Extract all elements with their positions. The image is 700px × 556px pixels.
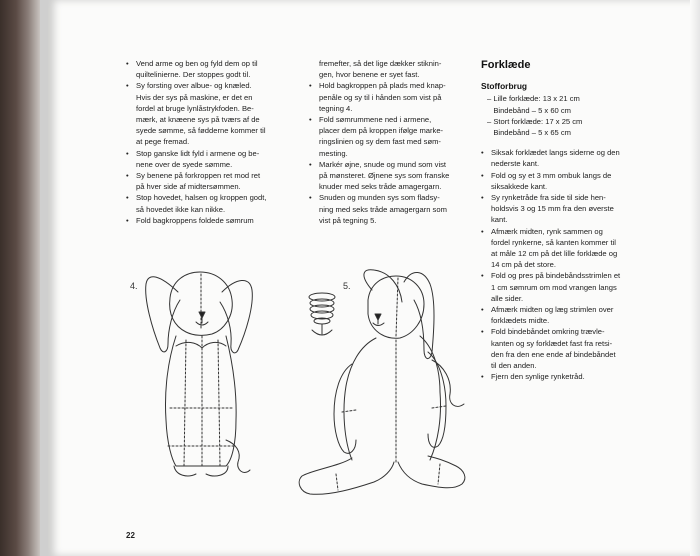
apron-instruction-line: at måle 12 cm på det lille forklæde og <box>491 249 618 259</box>
material-size-line: Bindebånd – 5 x 60 cm <box>487 105 572 115</box>
apron-instruction-line: nederste kant. <box>491 159 540 169</box>
apron-instruction-line: holdsvis 3 og 15 mm fra den øverste <box>491 204 614 214</box>
page-number: 22 <box>126 531 135 540</box>
apron-instruction-line: 14 cm på det store. <box>491 260 557 270</box>
material-size-line: Bindebånd – 5 x 65 cm <box>487 128 572 138</box>
instruction-line: • Sy benene på forkroppen ret mod ret <box>126 170 296 181</box>
instruction-continuation-line: fremefter, så det lige dækker stiknin- <box>319 59 442 68</box>
figure-4-rabbit-illustration <box>146 272 253 476</box>
materials-subheading: Stofforbrug <box>481 81 528 92</box>
instruction-continuation-line: gen, hvor benene er syet fast. <box>319 70 420 80</box>
apron-instruction-line: • Fold og sy et 3 mm ombuk langs de <box>481 170 646 181</box>
apron-instruction-line: alle sider. <box>491 293 524 303</box>
instruction-line: • Hold bagkroppen på plads med knap- <box>309 80 473 91</box>
apron-instruction-line: 1 cm sømrum om mod vrangen langs <box>491 282 617 292</box>
apron-instruction-line: • Fold bindebåndet omkring trævle- <box>481 326 646 337</box>
instruction-line: ringslinien og sy dem fast med søm- <box>319 137 441 147</box>
instruction-line: syede sømme, så fødderne kommer til <box>136 126 266 136</box>
thread-spool-icon <box>309 293 335 335</box>
instruction-line: • Fold sømrummene ned i armene, <box>309 114 473 125</box>
section-heading: Forklæde <box>481 59 531 71</box>
apron-instruction-line: • Sy rynketråde fra side til side hen- <box>481 192 646 203</box>
figure-5-label: 5. <box>343 281 351 291</box>
instruction-line: mærk, at knæene sys på tværs af de <box>136 115 260 125</box>
instruction-line: nene over de syede sømme. <box>136 159 233 169</box>
instruction-line: • Fold bagkroppens foldede sømrum <box>126 215 296 226</box>
instruction-line: Hvis der sys på maskine, er det en <box>136 92 253 102</box>
instruction-line: mesting. <box>319 148 348 158</box>
instruction-line: ning med seks tråde amagergarn som <box>319 204 447 214</box>
instruction-line: • Stop hovedet, halsen og kroppen godt, <box>126 192 296 203</box>
instruction-line: • Snuden og munden sys som fladsy- <box>309 192 473 203</box>
instruction-line: placer dem på kroppen ifølge marke- <box>319 126 444 136</box>
instruction-line: tegning 4. <box>319 103 353 113</box>
instruction-line: penåle og sy til i hånden som vist på <box>319 92 442 102</box>
instruction-line: • Vend arme og ben og fyld dem op til <box>126 58 296 69</box>
instruction-line: • Sy forsting over albue- og knæled. <box>126 80 296 91</box>
apron-instruction-line: kanten og sy forklædet fast fra retsi- <box>491 338 613 348</box>
instruction-line: vist på tegning 5. <box>319 215 377 225</box>
apron-instruction-line: siksakkede kant. <box>491 181 548 191</box>
instruction-line: på mønsteret. Øjnene sys som franske <box>319 171 450 181</box>
material-size-line: – Stort forklæde: 17 x 25 cm <box>487 116 583 126</box>
instruction-line: quiltelinierne. Der stoppes godt til. <box>136 70 251 80</box>
instruction-line: • Markér øjne, snude og mund som vist <box>309 159 473 170</box>
apron-instruction-line: • Fjern den synlige rynketråd. <box>481 371 646 382</box>
instruction-line: på hver side af midtersømmen. <box>136 182 241 192</box>
material-size-line: – Lille forklæde: 13 x 21 cm <box>487 94 580 104</box>
instruction-line: så hovedet ikke kan nikke. <box>136 204 226 214</box>
instruction-line: • Stop ganske lidt fyld i armene og be- <box>126 148 296 159</box>
apron-instruction-line: forklædets midte. <box>491 316 550 326</box>
figure-4-label: 4. <box>130 281 138 291</box>
apron-instruction-line: • Siksak forklædet langs siderne og den <box>481 147 646 158</box>
instruction-line: fordel at bruge lynlåstrykfoden. Be- <box>136 103 254 113</box>
apron-instruction-line: • Afmærk midten og læg strimlen over <box>481 304 646 315</box>
apron-instruction-line: den fra den ene ende af bindebåndet <box>491 349 616 359</box>
apron-instruction-line: • Fold og pres på bindebåndsstrimlen et <box>481 270 646 281</box>
apron-instruction-line: kant. <box>491 215 508 225</box>
apron-instruction-line: • Afmærk midten, rynk sammen og <box>481 226 646 237</box>
apron-instruction-line: fordel rynkerne, så kanten kommer til <box>491 237 616 247</box>
apron-instruction-line: til den anden. <box>491 361 537 371</box>
instruction-line: at pege fremad. <box>136 137 190 147</box>
instruction-line: knuder med seks tråde amagergarn. <box>319 182 442 192</box>
figure-5-rabbit-illustration <box>299 270 465 495</box>
